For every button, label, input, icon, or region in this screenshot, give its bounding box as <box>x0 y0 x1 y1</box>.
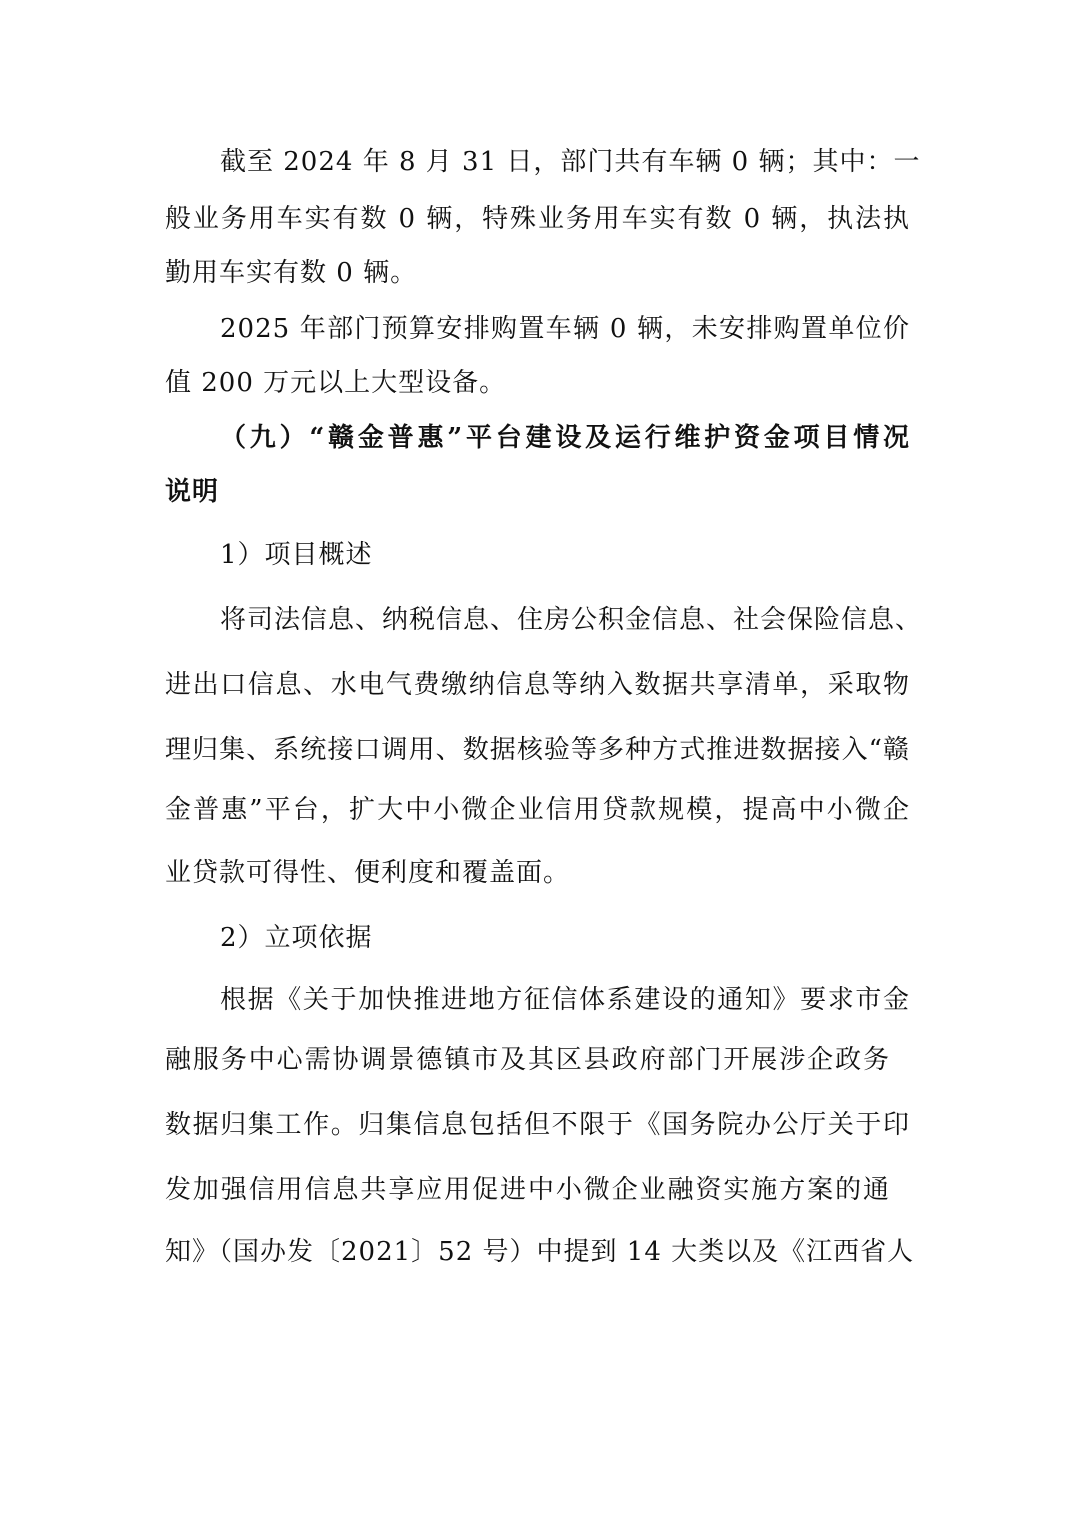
section-heading: （九）“赣金普惠”平台建设及运行维护资金项目情况 <box>220 423 910 453</box>
paragraph-line: 根据《关于加快推进地方征信体系建设的通知》要求市金 <box>220 985 910 1015</box>
section-heading: 说明 <box>165 477 220 507</box>
subheading: 1）项目概述 <box>220 540 373 570</box>
paragraph-line: 将司法信息、纳税信息、住房公积金信息、社会保险信息、 <box>220 605 923 635</box>
paragraph-line: 融服务中心需协调景德镇市及其区县政府部门开展涉企政务 <box>165 1045 890 1075</box>
subheading: 2）立项依据 <box>220 923 373 953</box>
paragraph-line: 理归集、系统接口调用、数据核验等多种方式推进数据接入“赣 <box>165 735 910 765</box>
paragraph-line: 般业务用车实有数 0 辆，特殊业务用车实有数 0 辆，执法执 <box>165 204 910 234</box>
paragraph-line: 进出口信息、水电气费缴纳信息等纳入数据共享清单，采取物 <box>165 670 910 700</box>
paragraph-line: 2025 年部门预算安排购置车辆 0 辆，未安排购置单位价 <box>220 314 910 344</box>
paragraph-line: 业贷款可得性、便利度和覆盖面。 <box>165 858 571 888</box>
paragraph-line: 值 200 万元以上大型设备。 <box>165 368 507 398</box>
paragraph-line: 金普惠”平台，扩大中小微企业信用贷款规模，提高中小微企 <box>165 795 910 825</box>
paragraph-line: 截至 2024 年 8 月 31 日，部门共有车辆 0 辆；其中：一 <box>220 147 921 177</box>
paragraph-line: 知》（国办发〔2021〕52 号）中提到 14 大类以及《江西省人 <box>165 1237 915 1267</box>
paragraph-line: 发加强信用信息共享应用促进中小微企业融资实施方案的通 <box>165 1175 890 1205</box>
paragraph-line: 勤用车实有数 0 辆。 <box>165 258 418 288</box>
paragraph-line: 数据归集工作。归集信息包括但不限于《国务院办公厅关于印 <box>165 1110 910 1140</box>
